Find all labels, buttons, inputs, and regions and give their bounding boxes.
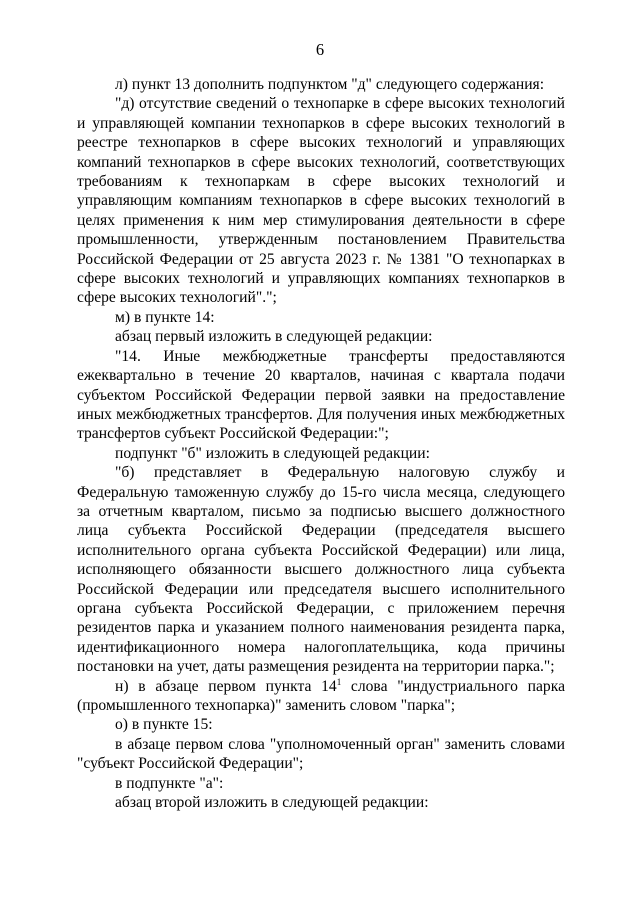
paragraph-item-n-end: слова "индустриального парка (промышленного технопарка)" заменить словом "парка";: [77, 677, 565, 714]
paragraph-subitem-a: в подпункте "а":: [115, 774, 224, 792]
paragraph-first-abzac-instruction: абзац первый изложить в следующей редакции:: [115, 328, 433, 346]
paragraph-subitem-b-text: "б) представляет в Федеральную налоговую службу и Федеральную таможенную службу до 15-го числа месяца, следующего за отчетным кварталом, письмо за подписью высшего должностного лица субъекта Российской Федерации (председателя высшего исполнительного органа субъекта Российской Федерации) или лица, исполняющего обязанности высшего должностного лица субъекта Российской Федерации или председателя высшего исполнительного органа субъекта Российской Федерации, с приложением перечня резидентов парка и указанием полного наименования резидента парка, идентификационного номера налогоплательщика, кода причины постановки на учет, даты размещения резидента на территории парка.";: [77, 464, 565, 676]
paragraph-item-o: о) в пункте 15:: [115, 716, 213, 734]
paragraph-point-14-text: "14. Иные межбюджетные трансферты предоставляются ежеквартально в течение 20 кварталов, начиная с квартала подачи субъектом Российской Федерации первой заявки на предоставление иных межбюджетных трансфертов. Для получения иных межбюджетных трансфертов субъект Российской Федерации:";: [77, 347, 565, 443]
paragraph-second-abzac-instruction: абзац второй изложить в следующей редакции:: [115, 794, 429, 812]
paragraph-item-m: м) в пункте 14:: [115, 308, 215, 326]
document-body: [77, 75, 565, 812]
page-number: 6: [315, 40, 325, 59]
paragraph-subitem-d-text: "д) отсутствие сведений о технопарке в сфере высоких технологий и управляющей компании технопарков в сфере высоких технологий в реестре технопарков в сфере высоких технологий и управляющих компаний технопарков в сфере высоких технологий, соответствующих требованиям к технопаркам в сфере высоких технологий и управляющим компаниям технопарков в сфере высоких технологий в целях применения к ним мер стимулирования деятельности в сфере промышленности, утвержденным постановлением Правительства Российской Федерации от 25 августа 2023 г. № 1381 "О технопарках в сфере высоких технологий и управляющих компаниях технопарков в сфере высоких технологий".";: [77, 95, 565, 307]
superscript-index: 1: [336, 676, 342, 687]
paragraph-subitem-b-instruction: подпункт "б" изложить в следующей редакции:: [115, 444, 430, 462]
paragraph-item-n: [77, 677, 565, 716]
paragraph-point-15-replacement: в абзаце первом слова "уполномоченный орган" заменить словами "субъект Российской Федерации";: [77, 735, 565, 773]
paragraph-item-n-start: н) в абзаце первом пункта 14: [115, 677, 337, 695]
paragraph-item-l: л) пункт 13 дополнить подпунктом "д" следующего содержания:: [115, 76, 545, 93]
